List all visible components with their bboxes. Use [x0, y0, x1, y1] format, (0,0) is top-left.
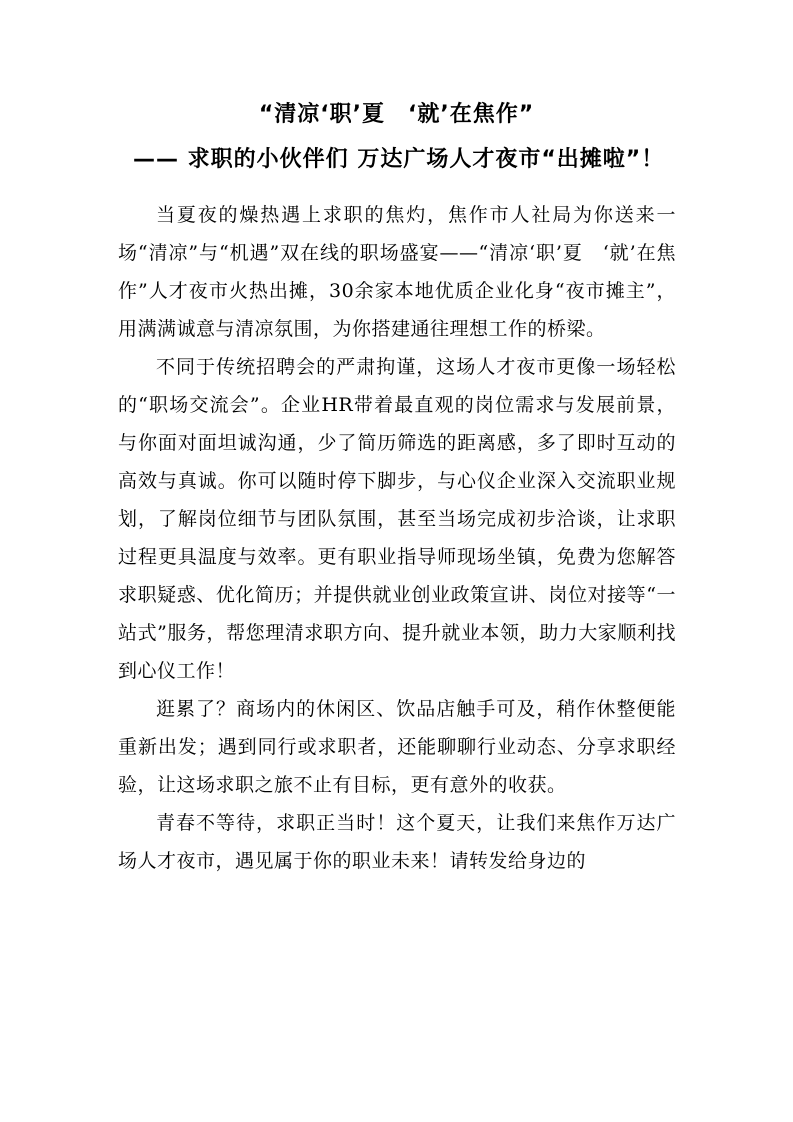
paragraph-leisure: 逛累了？商场内的休闲区、饮品店触手可及，稍作休整便能重新出发；遇到同行或求职者，还能聊聊行业动态、分享求职经验，让这场求职之旅不止有目标，更有意外的收获。 — [118, 698, 676, 796]
paragraph-intro: 当夏夜的燥热遇上求职的焦灼，焦作市人社局为你送来一场“清凉”与“机遇”双在线的职场盛宴——“清凉‘职’夏 ‘就’在焦作”人才夜市火热出摊，30余家本地优质企业化身“夜市摊主”，用满满诚意与清凉氛围，为你搭建通往理想工作的桥梁。 — [118, 204, 676, 340]
document-body — [118, 196, 676, 880]
paragraph-format: 不同于传统招聘会的严肃拘谨，这场人才夜市更像一场轻松的“职场交流会”。企业HR带着最直观的岗位需求与发展前景，与你面对面坦诚沟通，少了简历筛选的距离感，多了即时互动的高效与真诚。你可以随时停下脚步，与心仪企业深入交流职业规划，了解岗位细节与团队氛围，甚至当场完成初步洽谈，让求职过程更具温度与效率。更有职业指导师现场坐镇，免费为您解答求职疑惑、优化简历；并提供就业创业政策宣讲、岗位对接等“一站式”服务，帮您理清求职方向、提升就业本领，助力大家顺利找到心仪工作！ — [118, 356, 676, 682]
document-subtitle: —— 求职的小伙伴们 万达广场人才夜市“出摊啦”！ — [133, 147, 665, 172]
paragraph-closing: 青春不等待，求职正当时！这个夏天，让我们来焦作万达广场人才夜市，遇见属于你的职业未来！请转发给身边的 — [118, 812, 676, 872]
document-title: “清凉‘职’夏 ‘就’在焦作” — [258, 102, 535, 127]
